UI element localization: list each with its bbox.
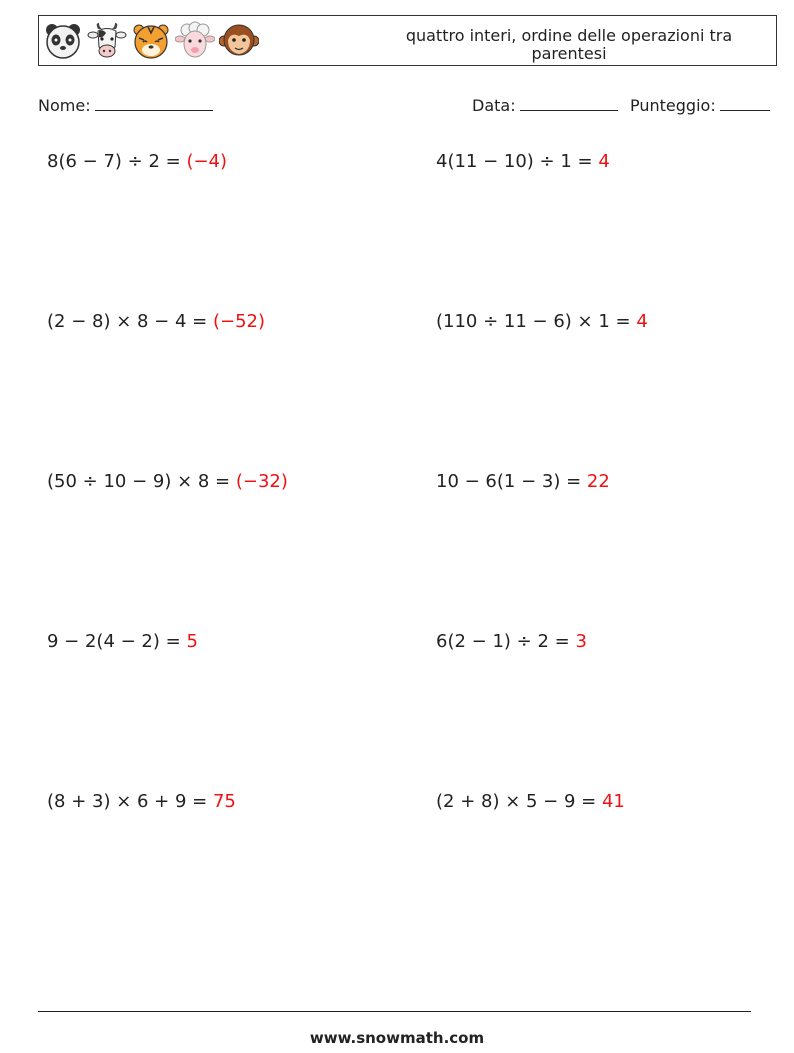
tiger-icon [131,21,171,61]
problem-answer: 4 [636,311,648,332]
name-field [38,94,213,115]
name-blank[interactable] [95,94,213,111]
problem-answer: 4 [598,151,610,172]
problem-answer: 41 [601,791,625,812]
problem-expression: 10 − 6(1 − 3) = [436,471,582,492]
problem-1 [47,151,227,172]
worksheet-title: quattro interi, ordine delle operazioni tra parentesi [405,26,733,63]
problem-answer: (−4) [186,151,228,172]
animal-icons [43,21,259,61]
problem-expression: 9 − 2(4 − 2) = [47,631,181,652]
footer-divider [38,1011,751,1012]
problem-9 [47,791,236,812]
problem-answer: 3 [575,631,587,652]
problem-expression: (50 ÷ 10 − 9) × 8 = [47,471,231,492]
worksheet-header [38,15,777,66]
problem-expression: 4(11 − 10) ÷ 1 = [436,151,593,172]
problem-2 [436,151,610,172]
score-field [630,94,770,115]
date-blank[interactable] [520,94,618,111]
problem-3 [47,311,265,332]
score-label: Punteggio: [630,96,716,115]
panda-icon [43,21,83,61]
problem-expression: (2 − 8) × 8 − 4 = [47,311,208,332]
date-label: Data: [472,96,516,115]
problem-expression: 6(2 − 1) ÷ 2 = [436,631,570,652]
problem-expression: (110 ÷ 11 − 6) × 1 = [436,311,631,332]
problem-answer: 5 [186,631,198,652]
problem-expression: (8 + 3) × 6 + 9 = [47,791,208,812]
problem-5 [47,471,288,492]
problem-answer: (−52) [212,311,265,332]
sheep-icon [175,21,215,61]
problem-answer: 75 [212,791,236,812]
cow-icon [87,21,127,61]
problem-answer: (−32) [235,471,288,492]
problem-7 [47,631,198,652]
problem-4 [436,311,648,332]
problem-answer: 22 [586,471,610,492]
problem-8 [436,631,587,652]
footer-site: www.snowmath.com [309,1029,485,1047]
problem-expression: (2 + 8) × 5 − 9 = [436,791,597,812]
problem-6 [436,471,610,492]
date-field [472,94,618,115]
problem-10 [436,791,625,812]
monkey-icon [219,21,259,61]
name-label: Nome: [38,96,91,115]
score-blank[interactable] [720,94,770,111]
problem-expression: 8(6 − 7) ÷ 2 = [47,151,181,172]
